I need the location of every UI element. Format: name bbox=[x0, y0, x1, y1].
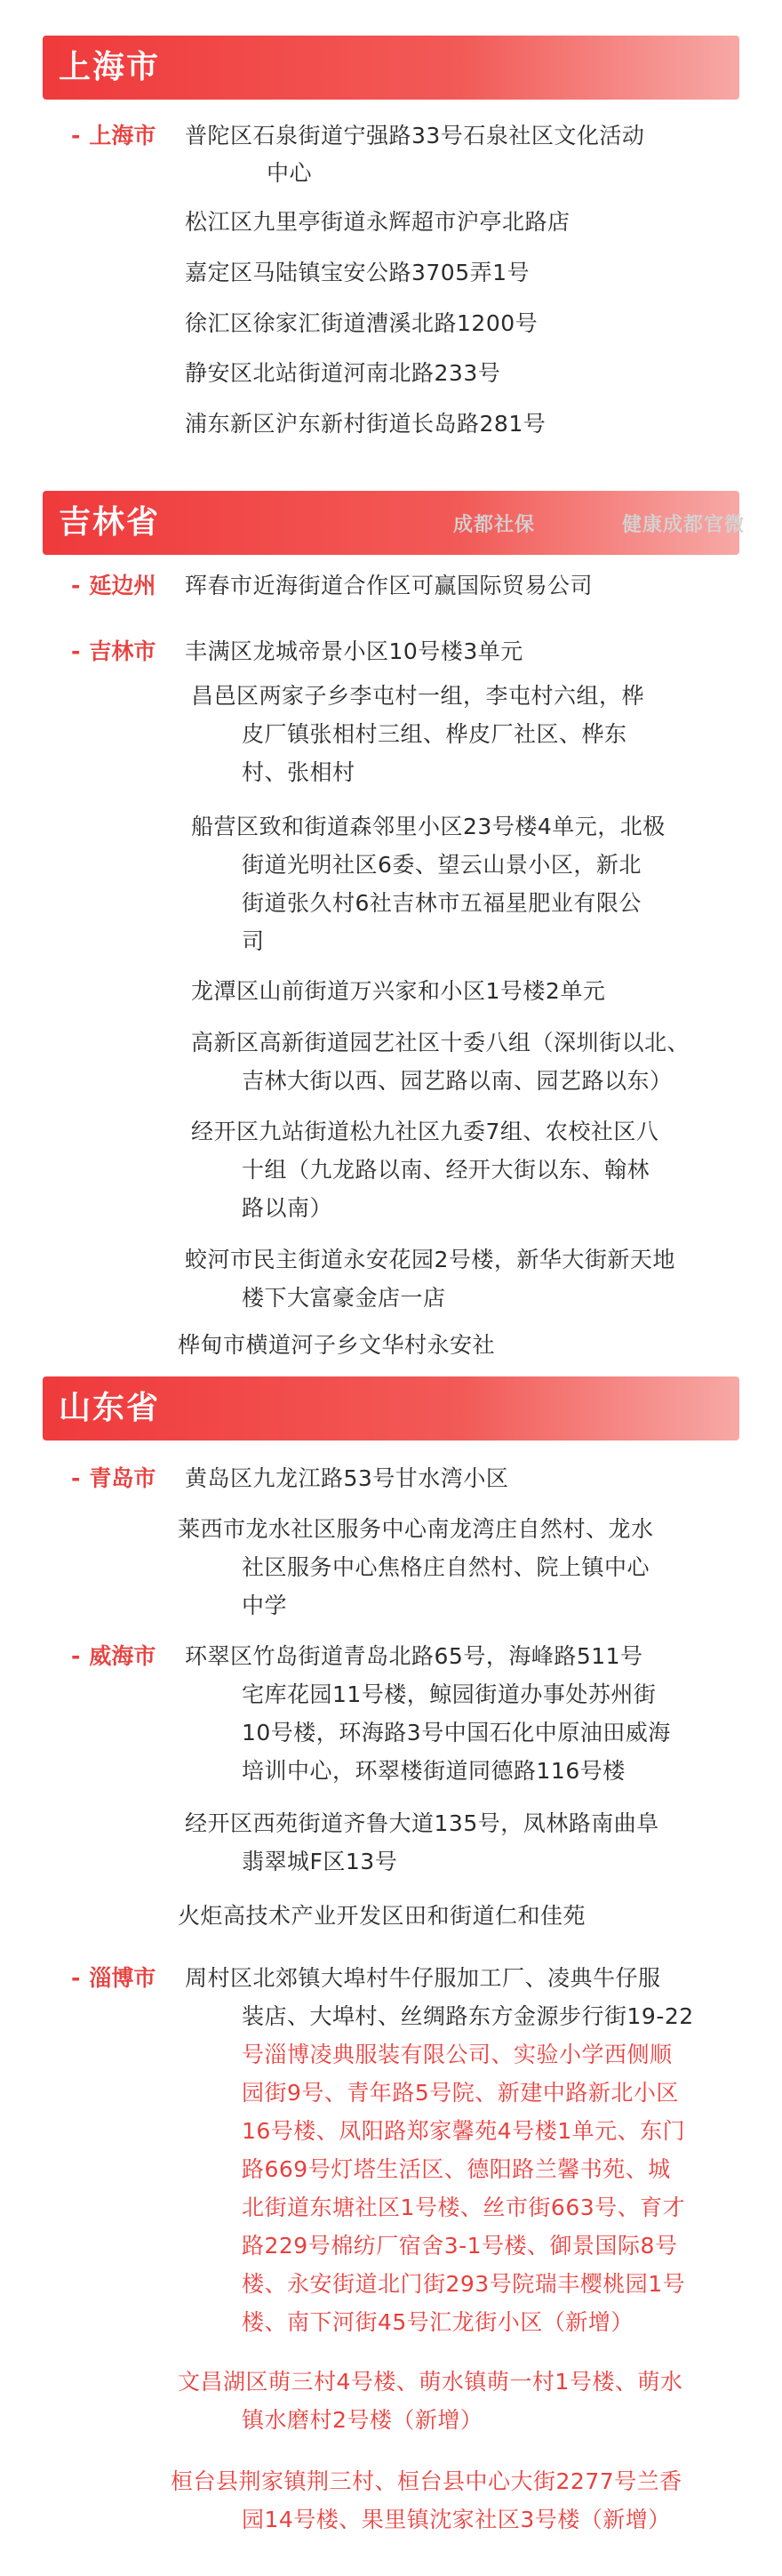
address-line: 园街9号、青年路5号院、新建中路新北小区 bbox=[242, 2080, 679, 2106]
address-line: 路229号棉纺厂宿舍3-1号楼、御景国际8号 bbox=[242, 2233, 678, 2259]
address-line: 翡翠城F区13号 bbox=[242, 1849, 398, 1874]
address-line: 珲春市近海街道合作区可赢国际贸易公司 bbox=[185, 573, 594, 598]
city-label-jilin: - 吉林市 bbox=[71, 638, 156, 664]
address-line: 宅库花园11号楼，鲸园街道办事处苏州街 bbox=[242, 1681, 657, 1707]
address-line: 经开区西苑街道齐鲁大道135号，凤林路南曲阜 bbox=[185, 1810, 659, 1836]
address-line: 中心 bbox=[267, 160, 313, 186]
address-line: 楼下大富豪金店一店 bbox=[242, 1285, 446, 1311]
watermark-jiankang-chengdu: 健康成都官微 bbox=[622, 514, 746, 536]
address-line: 街道张久村6社吉林市五福星肥业有限公 bbox=[242, 890, 642, 916]
address-line: 中学 bbox=[242, 1593, 288, 1618]
watermark-chengdu-shebao: 成都社保 bbox=[453, 514, 536, 536]
city-label-shanghai: - 上海市 bbox=[71, 123, 156, 148]
address-line: 街道光明社区6委、望云山景小区，新北 bbox=[242, 852, 642, 878]
address-line: 皮厂镇张相村三组、桦皮厂社区、桦东 bbox=[242, 721, 627, 747]
province-title: 上海市 bbox=[59, 49, 161, 85]
address-line: 船营区致和街道森邻里小区23号楼4单元，北极 bbox=[191, 814, 666, 839]
address-line: 装店、大埠村、丝绸路东方金源步行街19-22 bbox=[242, 2003, 694, 2029]
address-line: 社区服务中心焦格庄自然村、院上镇中心 bbox=[242, 1554, 650, 1580]
address-line: 莱西市龙水社区服务中心南龙湾庄自然村、龙水 bbox=[178, 1516, 654, 1542]
address-line: 环翠区竹岛街道青岛北路65号，海峰路511号 bbox=[185, 1643, 643, 1669]
address-line: 昌邑区两家子乡李屯村一组，李屯村六组，桦 bbox=[191, 683, 645, 709]
address-line: 普陀区石泉街道宁强路33号石泉社区文化活动 bbox=[185, 123, 645, 148]
section-header-shandong bbox=[43, 1376, 739, 1440]
address-line: 桓台县荆家镇荆三村、桓台县中心大街2277号兰香 bbox=[171, 2468, 682, 2494]
city-label-qingdao: - 青岛市 bbox=[71, 1465, 156, 1491]
address-line: 号淄博凌典服装有限公司、实验小学西侧顺 bbox=[242, 2042, 673, 2067]
address-line: 桦甸市横道河子乡文华村永安社 bbox=[178, 1332, 496, 1358]
address-line: 静安区北站街道河南北路233号 bbox=[185, 360, 501, 386]
address-line: 火炬高技术产业开发区田和街道仁和佳苑 bbox=[178, 1903, 586, 1929]
address-line: 镇水磨村2号楼（新增） bbox=[242, 2407, 483, 2433]
address-line: 蛟河市民主街道永安花园2号楼，新华大街新天地 bbox=[185, 1247, 675, 1272]
address-line: 黄岛区九龙江路53号甘水湾小区 bbox=[185, 1465, 509, 1491]
address-line: 吉林大街以西、园艺路以南、园艺路以东） bbox=[242, 1068, 673, 1094]
address-line: 经开区九站街道松九社区九委7组、农校社区八 bbox=[191, 1119, 659, 1144]
address-line: 村、张相村 bbox=[242, 759, 355, 785]
province-title: 山东省 bbox=[59, 1390, 161, 1426]
address-line: 文昌湖区萌三村4号楼、萌水镇萌一村1号楼、萌水 bbox=[178, 2369, 683, 2395]
address-line: 浦东新区沪东新村街道长岛路281号 bbox=[185, 411, 547, 437]
address-line: 嘉定区马陆镇宝安公路3705弄1号 bbox=[185, 260, 531, 285]
city-label-yanbian: - 延边州 bbox=[71, 573, 156, 598]
address-line: 司 bbox=[242, 928, 265, 954]
address-line: 路以南） bbox=[242, 1195, 333, 1221]
address-line: 10号楼，环海路3号中国石化中原油田威海 bbox=[242, 1720, 671, 1745]
address-line: 龙潭区山前街道万兴家和小区1号楼2单元 bbox=[191, 978, 606, 1004]
address-line: 松江区九里亭街道永辉超市沪亭北路店 bbox=[185, 209, 571, 235]
city-label-weihai: - 威海市 bbox=[71, 1643, 156, 1669]
address-line: 十组（九龙路以南、经开大街以东、翰林 bbox=[242, 1157, 650, 1183]
province-title: 吉林省 bbox=[59, 504, 161, 541]
section-header-shanghai bbox=[43, 36, 739, 100]
address-line: 16号楼、凤阳路郑家馨苑4号楼1单元、东门 bbox=[242, 2118, 686, 2144]
address-line: 北街道东塘社区1号楼、丝市街663号、育才 bbox=[242, 2195, 686, 2220]
address-line: 楼、南下河街45号汇龙街小区（新增） bbox=[242, 2309, 634, 2335]
address-line: 楼、永安街道北门街293号院瑞丰樱桃园1号 bbox=[242, 2271, 686, 2297]
address-line: 园14号楼、果里镇沈家社区3号楼（新增） bbox=[242, 2507, 671, 2532]
city-label-zibo: - 淄博市 bbox=[71, 1965, 156, 1991]
address-line: 路669号灯塔生活区、德阳路兰馨书苑、城 bbox=[242, 2156, 671, 2182]
address-line: 周村区北郊镇大埠村牛仔服加工厂、凌典牛仔服 bbox=[185, 1965, 661, 1991]
address-line: 高新区高新街道园艺社区十委八组（深圳街以北、 bbox=[191, 1030, 690, 1055]
address-line: 培训中心，环翠楼街道同德路116号楼 bbox=[242, 1758, 626, 1784]
address-line: 徐汇区徐家汇街道漕溪北路1200号 bbox=[185, 310, 539, 336]
address-line: 丰满区龙城帝景小区10号楼3单元 bbox=[185, 638, 523, 664]
